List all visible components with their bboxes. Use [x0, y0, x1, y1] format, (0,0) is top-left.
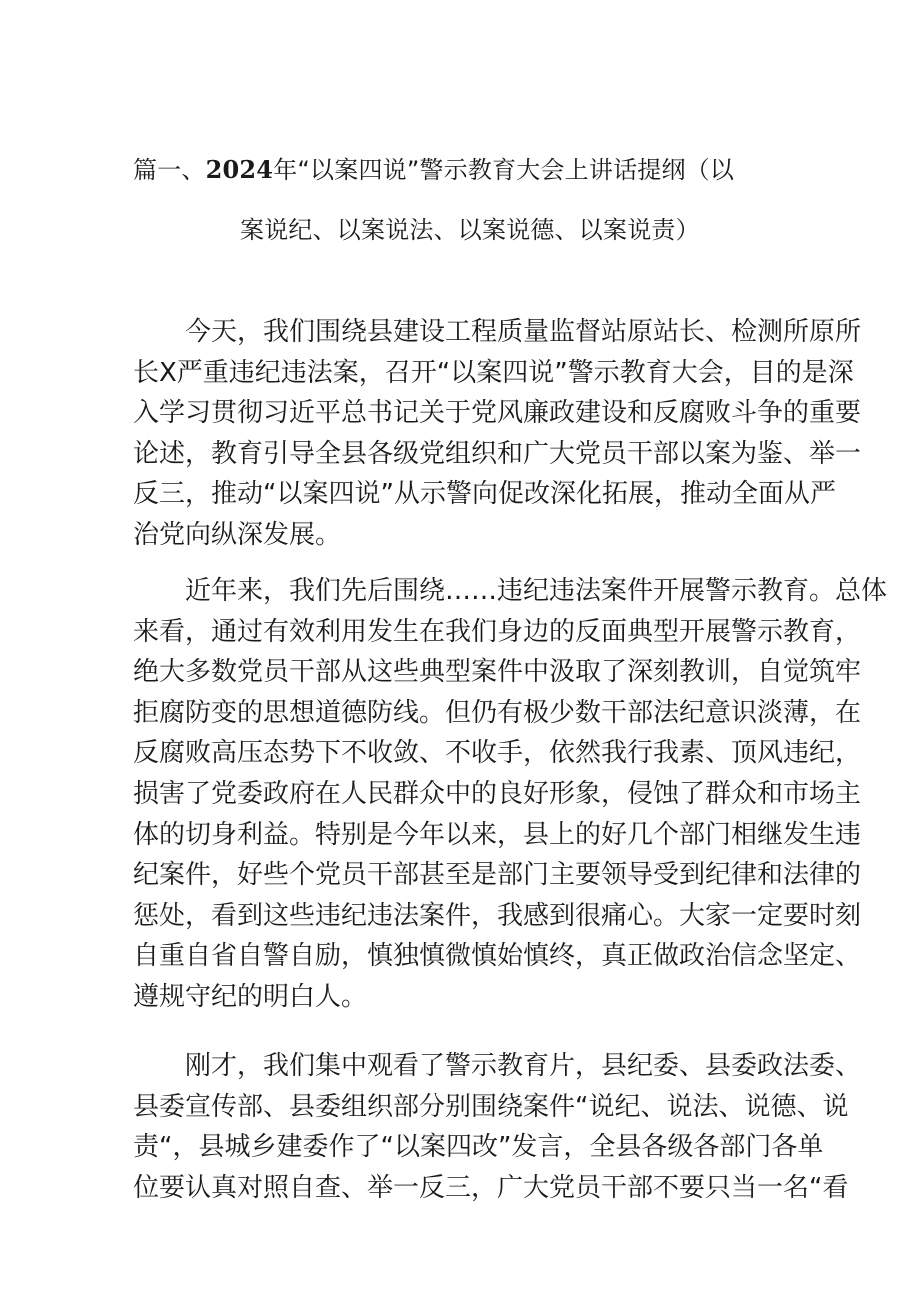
paragraph-line: 责“，县城乡建委作了“以案四改”发言，全县各级各部门各单	[133, 1132, 824, 1163]
paragraph-line: 县委宣传部、县委组织部分别围绕案件“说纪、说法、说德、说	[133, 1091, 849, 1122]
paragraph-line: 入学习贯彻习近平总书记关于党风廉政建设和反腐败斗争的重要	[133, 398, 862, 429]
paragraph-line: 刚才，我们集中观看了警示教育片，县纪委、县委政法委、	[185, 1051, 862, 1081]
paragraph-line: 体的切身利益。特别是今年以来，县上的好几个部门相继发生违	[133, 819, 862, 850]
paragraph-line: 反腐败高压态势下不收敛、不收手，依然我行我素、顶风违纪，	[133, 738, 862, 769]
paragraph-1	[133, 312, 862, 556]
paragraph-line: 来看，通过有效利用发生在我们身边的反面典型开展警示教育，	[133, 616, 862, 647]
paragraph-line: 拒腐防变的思想道德防线。但仍有极少数干部法纪意识淡薄，在	[133, 697, 862, 728]
paragraph-line: 长X严重违纪违法案，召开“以案四说”警示教育大会，目的是深	[133, 357, 854, 388]
paragraph-line: 绝大多数党员干部从这些典型案件中汲取了深刻教训，自觉筑牢	[133, 657, 862, 688]
title-prefix: 篇一、	[133, 156, 206, 184]
paragraph-line: 治党向纵深发展。	[133, 519, 342, 550]
paragraph-line: 自重自省自警自励，慎独慎微慎始慎终，真正做政治信念坚定、	[133, 941, 862, 972]
paragraph-2	[133, 571, 888, 1018]
paragraph-line: 位要认真对照自查、举一反三，广大党员干部不要只当一名“看	[133, 1172, 849, 1203]
paragraph-3	[133, 1046, 862, 1208]
document-title-line-1	[133, 150, 793, 190]
document-title-line-2: 案说纪、以案说法、以案说德、以案说责）	[240, 216, 700, 244]
paragraph-line: 遵规守纪的明白人。	[133, 981, 368, 1012]
paragraph-line: 惩处，看到这些违纪违法案件，我感到很痛心。大家一定要时刻	[133, 900, 862, 931]
paragraph-line: 今天，我们围绕县建设工程质量监督站原站长、检测所原所	[185, 317, 862, 347]
paragraph-line: 损害了党委政府在人民群众中的良好形象，侵蚀了群众和市场主	[133, 778, 862, 809]
paragraph-line: 近年来，我们先后围绕……违纪违法案件开展警示教育。总体	[185, 576, 888, 606]
paragraph-line: 论述，教育引导全县各级党组织和广大党员干部以案为鉴、举一	[133, 438, 862, 469]
title-year: 2024	[205, 155, 274, 184]
paragraph-line: 纪案件，好些个党员干部甚至是部门主要领导受到纪律和法律的	[133, 860, 862, 891]
title-rest: 年“以案四说”警示教育大会上讲话提纲（以	[273, 156, 735, 184]
paragraph-line: 反三，推动“以案四说”从示警向促改深化拓展，推动全面从严	[133, 479, 836, 510]
